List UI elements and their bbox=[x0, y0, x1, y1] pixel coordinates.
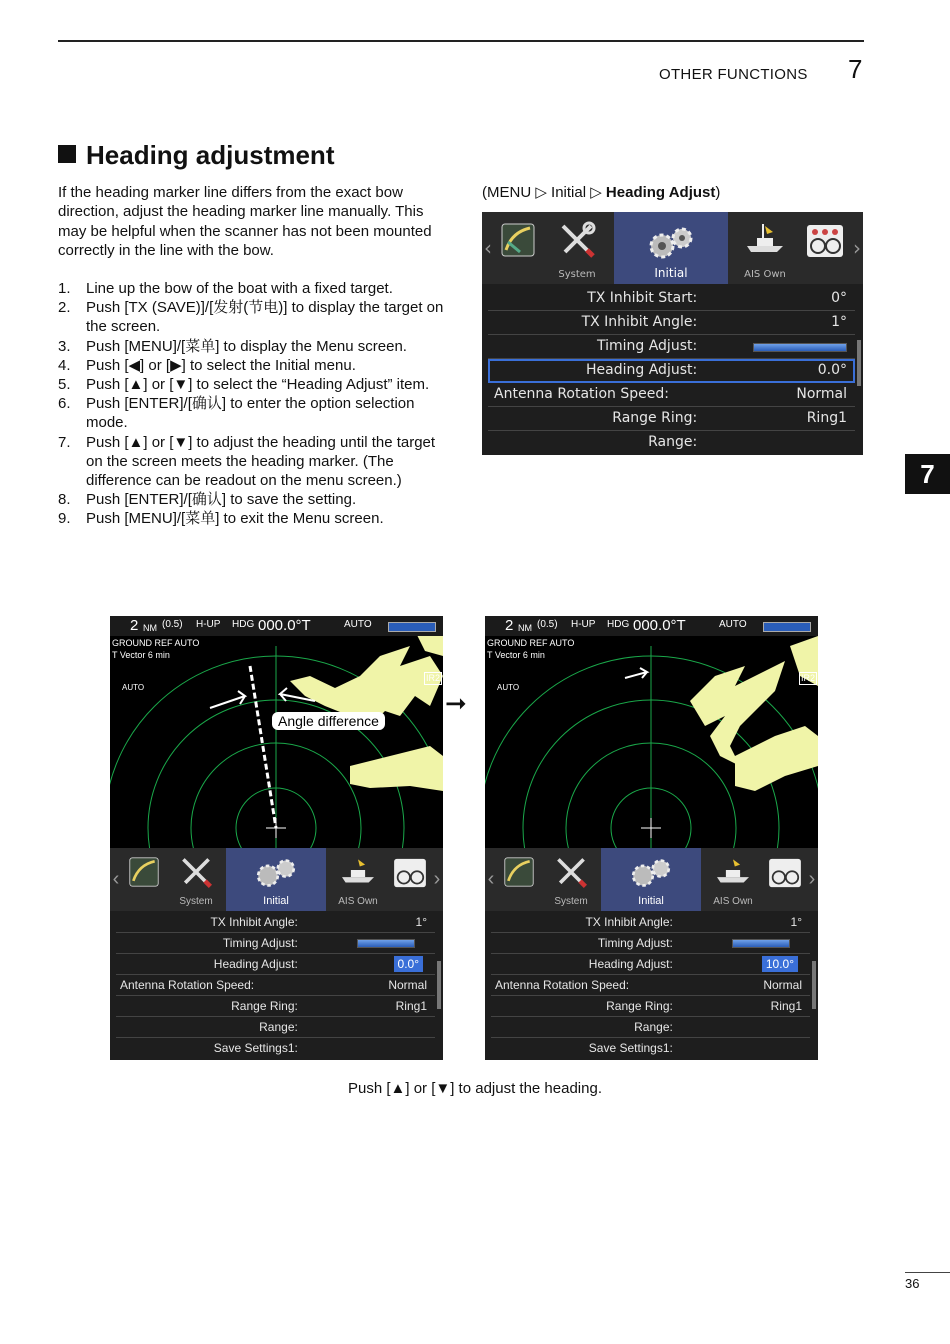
radar-screen-left bbox=[110, 616, 443, 1060]
row-value: 0° bbox=[831, 290, 847, 306]
heading-adjust-value[interactable]: 10.0° bbox=[762, 956, 798, 972]
chevron-right-icon[interactable]: › bbox=[433, 868, 441, 890]
radar-menu-list bbox=[485, 911, 818, 1060]
menu-row[interactable] bbox=[116, 912, 435, 933]
row-key: Range Ring: bbox=[612, 410, 698, 426]
tab-initial-label: Initial bbox=[638, 895, 664, 907]
gears-icon bbox=[252, 856, 300, 890]
menu-row[interactable] bbox=[116, 1038, 435, 1058]
row-key: Antenna Rotation Speed: bbox=[494, 386, 669, 402]
boat-icon bbox=[743, 220, 787, 256]
row-key: TX Inhibit Angle: bbox=[585, 915, 673, 929]
chapter-label: OTHER FUNCTIONS bbox=[659, 66, 808, 83]
menu-row-tx-inhibit-start[interactable] bbox=[488, 287, 855, 311]
figure-caption: Push [▲] or [▼] to adjust the heading. bbox=[347, 1080, 602, 1097]
row-key: Save Settings1: bbox=[213, 1041, 298, 1055]
tab-ais-own[interactable] bbox=[701, 848, 765, 911]
gain-bar bbox=[388, 622, 436, 632]
section-title-text: Heading adjustment bbox=[86, 140, 335, 170]
row-key: Range: bbox=[648, 434, 698, 450]
menu-row[interactable] bbox=[491, 975, 810, 996]
step-number: 6. bbox=[58, 395, 71, 413]
section-title bbox=[58, 140, 334, 171]
step-item bbox=[58, 356, 450, 375]
step-item bbox=[58, 298, 450, 336]
header-rule bbox=[58, 40, 864, 42]
tab-system[interactable] bbox=[166, 848, 226, 911]
step-number: 5. bbox=[58, 376, 71, 394]
step-number: 4. bbox=[58, 356, 71, 374]
tab-display[interactable] bbox=[802, 212, 848, 284]
wrench-screwdriver-icon bbox=[553, 854, 589, 890]
wrench-screwdriver-icon bbox=[178, 854, 214, 890]
row-value: 1° bbox=[415, 915, 427, 929]
range-sub: (0.5) bbox=[537, 619, 558, 630]
row-key: TX Inhibit Start: bbox=[587, 290, 698, 306]
chevron-right-icon[interactable]: › bbox=[808, 868, 816, 890]
menu-row[interactable] bbox=[116, 996, 435, 1017]
step-item bbox=[58, 490, 450, 509]
angle-difference-callout: Angle difference bbox=[272, 712, 385, 730]
orientation-mode: H-UP bbox=[571, 619, 596, 630]
step-text: Push [▲] or [▼] to adjust the heading until the target on the screen meets the heading marker. (The difference can be readout on the menu screen.) bbox=[86, 433, 436, 490]
radar-status-bar bbox=[485, 616, 818, 636]
timing-bar bbox=[357, 939, 415, 948]
menu-row-tx-inhibit-angle[interactable] bbox=[488, 311, 855, 335]
scrollbar[interactable] bbox=[857, 340, 861, 386]
menu-row[interactable] bbox=[116, 1017, 435, 1038]
auto-label: AUTO bbox=[122, 683, 145, 692]
timing-bar bbox=[732, 939, 790, 948]
row-value: 1° bbox=[831, 314, 847, 330]
vector-info: T Vector 6 min bbox=[112, 650, 170, 660]
range-sub: (0.5) bbox=[162, 619, 183, 630]
radar-menu-list bbox=[110, 911, 443, 1060]
timing-bar bbox=[753, 343, 847, 352]
gears-icon bbox=[644, 224, 698, 262]
range-value: 2 bbox=[505, 617, 514, 634]
tab-initial-label: Initial bbox=[654, 266, 688, 280]
step-number: 8. bbox=[58, 491, 71, 509]
range-unit: NM bbox=[143, 623, 157, 633]
tab-initial[interactable] bbox=[226, 848, 326, 911]
tab-system-label: System bbox=[179, 896, 213, 907]
chart-icon bbox=[503, 856, 535, 888]
menu-path-close: ) bbox=[715, 184, 721, 201]
tab-initial-label: Initial bbox=[263, 895, 289, 907]
step-item bbox=[58, 279, 450, 298]
radar-screen-right bbox=[485, 616, 818, 1060]
row-key: Save Settings1: bbox=[588, 1041, 673, 1055]
tab-chart[interactable] bbox=[499, 848, 539, 911]
row-value: Ring1 bbox=[770, 999, 802, 1013]
gauges-icon bbox=[393, 858, 427, 888]
ground-ref: GROUND REF AUTO bbox=[112, 638, 200, 648]
step-text: Push [◀] or [▶] to select the Initial menu. bbox=[86, 356, 356, 374]
tab-ais-own-label: AIS Own bbox=[713, 896, 753, 907]
scrollbar[interactable] bbox=[437, 961, 441, 1009]
square-bullet-icon bbox=[58, 145, 76, 163]
tab-ais-own-label: AIS Own bbox=[744, 269, 786, 280]
step-text: Push [ENTER]/[确认] to save the setting. bbox=[86, 491, 357, 509]
step-number: 7. bbox=[58, 433, 71, 451]
row-key: TX Inhibit Angle: bbox=[581, 314, 698, 330]
ground-ref: GROUND REF AUTO bbox=[487, 638, 575, 648]
step-item bbox=[58, 394, 450, 432]
wrench-screwdriver-icon bbox=[557, 220, 597, 260]
row-key: Timing Adjust: bbox=[596, 338, 698, 354]
step-number: 1. bbox=[58, 280, 71, 297]
row-key: Range Ring: bbox=[231, 999, 298, 1013]
vector-info: T Vector 6 min bbox=[487, 650, 545, 660]
row-key: Heading Adjust: bbox=[586, 362, 698, 378]
menu-row-heading-adjust[interactable] bbox=[491, 954, 810, 975]
chapter-number: 7 bbox=[848, 54, 863, 84]
step-item bbox=[58, 337, 450, 356]
menu-row-heading-adjust[interactable] bbox=[488, 359, 855, 383]
chart-icon bbox=[500, 222, 536, 258]
chevron-left-icon[interactable]: ‹ bbox=[484, 236, 492, 260]
menu-row[interactable] bbox=[491, 1038, 810, 1058]
menu-row-antenna-rotation[interactable] bbox=[488, 383, 855, 407]
scrollbar[interactable] bbox=[812, 961, 816, 1009]
menu-row-timing-adjust[interactable] bbox=[488, 335, 855, 359]
hdg-label: HDG bbox=[607, 619, 630, 630]
row-value: Normal bbox=[796, 386, 847, 402]
orientation-mode: H-UP bbox=[196, 619, 221, 630]
radar-status-bar bbox=[110, 616, 443, 636]
chart-icon bbox=[128, 856, 160, 888]
menu-row-range-ring[interactable] bbox=[488, 407, 855, 431]
row-value: Ring1 bbox=[395, 999, 427, 1013]
hdg-label: HDG bbox=[232, 619, 255, 630]
tab-ais-own-label: AIS Own bbox=[338, 896, 378, 907]
heading-adjust-value[interactable]: 0.0° bbox=[394, 956, 423, 972]
step-text: Push [TX (SAVE)]/[发射(节电)] to display the target on the screen. bbox=[86, 299, 444, 336]
row-key: Heading Adjust: bbox=[588, 957, 673, 971]
row-key: Timing Adjust: bbox=[222, 936, 298, 950]
page-number: 36 bbox=[905, 1276, 920, 1291]
tab-system-label: System bbox=[554, 896, 588, 907]
ir-label: IR2 bbox=[801, 673, 816, 683]
menu-path bbox=[482, 183, 720, 201]
chevron-right-icon[interactable]: › bbox=[853, 236, 861, 260]
tab-display[interactable] bbox=[390, 848, 430, 911]
auto-label: AUTO bbox=[497, 683, 520, 692]
radar-icon-bar bbox=[485, 848, 818, 911]
right-arrow-icon: ➞ bbox=[445, 688, 467, 718]
hdg-value: 000.0°T bbox=[258, 617, 311, 634]
step-number: 9. bbox=[58, 510, 71, 528]
row-value: Normal bbox=[763, 978, 802, 992]
menu-row[interactable] bbox=[491, 1017, 810, 1038]
menu-list bbox=[482, 284, 863, 455]
tab-initial[interactable] bbox=[614, 212, 728, 284]
menu-path-bold: Heading Adjust bbox=[605, 184, 716, 201]
row-key: TX Inhibit Angle: bbox=[210, 915, 298, 929]
row-key: Range Ring: bbox=[606, 999, 673, 1013]
boat-icon bbox=[338, 854, 378, 886]
row-key: Antenna Rotation Speed: bbox=[120, 978, 255, 992]
menu-row-range[interactable] bbox=[488, 431, 855, 454]
tab-ais-own[interactable] bbox=[730, 212, 800, 284]
menu-screenshot bbox=[482, 212, 863, 455]
row-key: Range: bbox=[259, 1020, 298, 1034]
gain-mode: AUTO bbox=[719, 619, 747, 630]
step-text: Push [▲] or [▼] to select the “Heading Adjust” item. bbox=[86, 376, 430, 394]
range-value: 2 bbox=[130, 617, 139, 634]
range-unit: NM bbox=[518, 623, 532, 633]
footer-rule bbox=[905, 1272, 950, 1273]
steps-list bbox=[58, 279, 450, 529]
gain-mode: AUTO bbox=[344, 619, 372, 630]
menu-row[interactable] bbox=[491, 912, 810, 933]
gauges-icon bbox=[768, 858, 802, 888]
tab-chart[interactable] bbox=[496, 212, 540, 284]
gauges-icon bbox=[806, 224, 844, 258]
chevron-left-icon[interactable]: ‹ bbox=[487, 868, 495, 890]
step-text: Push [MENU]/[菜单] to exit the Menu screen. bbox=[86, 510, 384, 528]
menu-path-open: (MENU ▷ Initial ▷ bbox=[482, 184, 606, 201]
row-value: 1° bbox=[790, 915, 802, 929]
row-key: Range: bbox=[634, 1020, 673, 1034]
chapter-side-tab: 7 bbox=[905, 454, 950, 494]
tab-system-label: System bbox=[558, 269, 596, 280]
step-item bbox=[58, 509, 450, 528]
tab-system[interactable] bbox=[541, 848, 601, 911]
gears-icon bbox=[627, 856, 675, 890]
menu-row[interactable] bbox=[491, 933, 810, 954]
intro-paragraph: If the heading marker line differs from the exact bow direction, adjust the heading marker line manually. This may be helpful when the scanner has not been mounted correctly in the line with the bow. bbox=[58, 184, 432, 259]
tab-ais-own[interactable] bbox=[326, 848, 390, 911]
radar-icon-bar bbox=[110, 848, 443, 911]
tab-chart[interactable] bbox=[124, 848, 164, 911]
tab-display[interactable] bbox=[765, 848, 805, 911]
row-key: Heading Adjust: bbox=[213, 957, 298, 971]
menu-icon-bar bbox=[482, 212, 863, 284]
step-item bbox=[58, 375, 450, 394]
ir-label: IR2 bbox=[426, 673, 441, 683]
row-key: Antenna Rotation Speed: bbox=[495, 978, 630, 992]
chevron-left-icon[interactable]: ‹ bbox=[112, 868, 120, 890]
hdg-value: 000.0°T bbox=[633, 617, 686, 634]
step-text: Push [ENTER]/[确认] to enter the option selection mode. bbox=[86, 395, 415, 432]
menu-row-heading-adjust[interactable] bbox=[116, 954, 435, 975]
tab-initial[interactable] bbox=[601, 848, 701, 911]
menu-row[interactable] bbox=[491, 996, 810, 1017]
menu-row[interactable] bbox=[116, 933, 435, 954]
step-number: 2. bbox=[58, 299, 71, 317]
boat-icon bbox=[713, 854, 753, 886]
row-value: 0.0° bbox=[817, 362, 847, 378]
gain-bar bbox=[763, 622, 811, 632]
row-key: Timing Adjust: bbox=[597, 936, 673, 950]
menu-row[interactable] bbox=[116, 975, 435, 996]
row-value: Normal bbox=[388, 978, 427, 992]
step-number: 3. bbox=[58, 337, 71, 355]
step-item bbox=[58, 433, 450, 491]
step-text: Push [MENU]/[菜单] to display the Menu screen. bbox=[86, 337, 407, 355]
step-text: Line up the bow of the boat with a fixed target. bbox=[86, 280, 393, 297]
row-value: Ring1 bbox=[806, 410, 847, 426]
tab-system[interactable] bbox=[542, 212, 612, 284]
